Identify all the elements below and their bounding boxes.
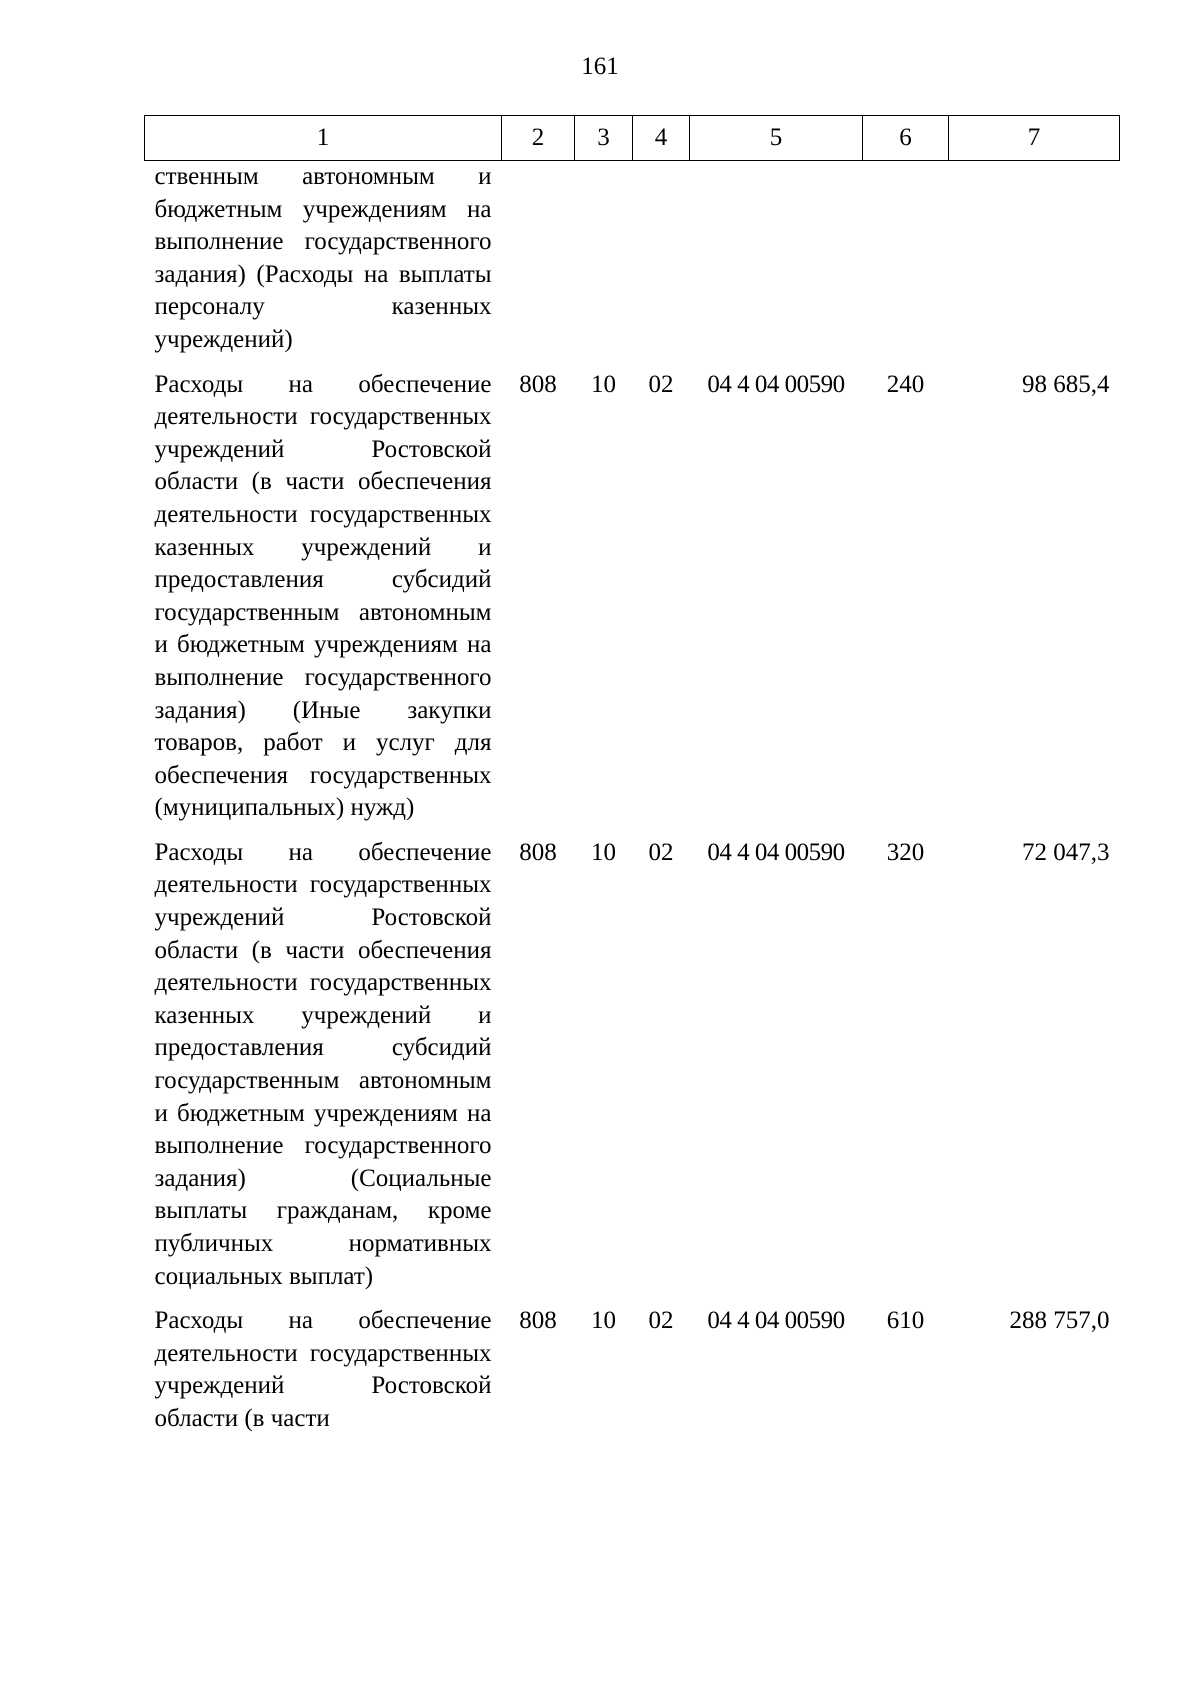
row-col-2: 808 xyxy=(519,838,557,866)
row-col-6: 240 xyxy=(886,370,925,398)
table-row xyxy=(145,357,1120,825)
row-col-7: 288 757,0 xyxy=(1009,1307,1110,1335)
row-col-2: 808 xyxy=(519,1307,557,1335)
row-col-6: 610 xyxy=(886,1307,925,1335)
row-col-4: 02 xyxy=(648,370,674,398)
header-col-4: 4 xyxy=(633,116,690,161)
row-col-7: 72 047,3 xyxy=(1022,838,1110,866)
header-col-7: 7 xyxy=(949,116,1120,161)
row-description: Расходы на обеспечение деятельности государственных учреждений Ростовской области (в части xyxy=(154,1307,492,1432)
continuation-row xyxy=(145,161,1120,357)
row-col-3: 10 xyxy=(591,838,616,866)
page-number: 161 xyxy=(581,53,619,80)
header-col-5: 5 xyxy=(690,116,863,161)
header-col-3: 3 xyxy=(575,116,633,161)
row-description: Расходы на обеспечение деятельности государственных учреждений Ростовской области (в части обеспечения деятельности государственных казенных учреждений и предоставления субсидий государственным автономным и бюджетным учреждениям на выполнение государственного задания) (Социальные выплаты гражданам, кроме публичных нормативных социальных выплат) xyxy=(154,838,492,1290)
table-row xyxy=(145,1293,1120,1435)
row-col-7: 98 685,4 xyxy=(1022,370,1110,398)
table-row xyxy=(145,825,1120,1293)
table-header xyxy=(145,116,1120,161)
continuation-description: ственным автономным и бюджетным учреждениям на выполнение государственного задания) (Расходы на выплаты персоналу казенных учреждений) xyxy=(154,163,492,353)
budget-table xyxy=(144,115,1120,1436)
row-col-5: 04 4 04 00590 xyxy=(707,1307,845,1335)
header-row xyxy=(145,116,1120,161)
row-description: Расходы на обеспечение деятельности государственных учреждений Ростовской области (в части обеспечения деятельности государственных казенных учреждений и предоставления субсидий государственным автономным и бюджетным учреждениям на выполнение государственного задания) (Иные закупки товаров, работ и услуг для обеспечения государственных (муниципальных) нужд) xyxy=(154,370,492,822)
header-col-1: 1 xyxy=(145,116,502,161)
row-col-4: 02 xyxy=(648,838,674,866)
row-col-3: 10 xyxy=(591,1307,616,1335)
header-col-6: 6 xyxy=(863,116,949,161)
row-col-3: 10 xyxy=(591,370,616,398)
table-body xyxy=(145,161,1120,1436)
row-col-2: 808 xyxy=(519,370,557,398)
header-col-2: 2 xyxy=(502,116,575,161)
row-col-5: 04 4 04 00590 xyxy=(707,838,845,866)
row-col-4: 02 xyxy=(648,1307,674,1335)
row-col-6: 320 xyxy=(886,838,925,866)
row-col-5: 04 4 04 00590 xyxy=(707,370,845,398)
